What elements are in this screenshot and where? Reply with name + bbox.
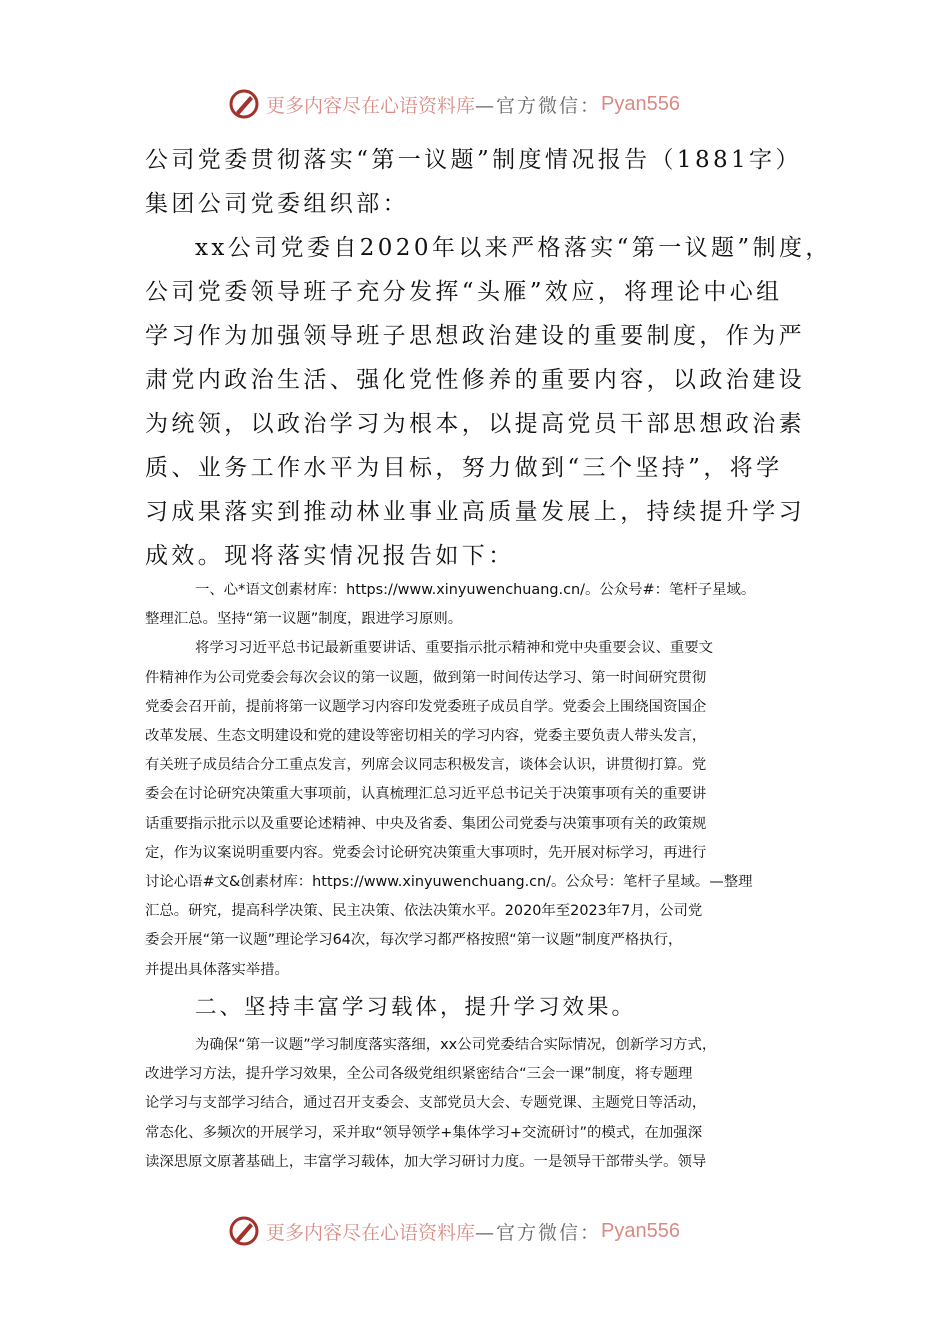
text-line: 件精神作为公司党委会每次会议的第一议题，做到第一时间传达学习、第一时间研究贯彻 [145, 669, 707, 686]
text-line: 将学习习近平总书记最新重要讲话、重要指示批示精神和党中央重要会议、重要文 [195, 640, 714, 657]
watermark-header [228, 86, 680, 122]
text-line: 常态化、多频次的开展学习，采并取“领导领学+集体学习+交流研讨”的模式，在加强深 [145, 1124, 703, 1141]
text-line: 改革发展、生态文明建设和党的建设等密切相关的学习内容，党委主要负责人带头发言， [145, 728, 707, 745]
text-line: 话重要指示批示以及重要论述精神、中央及省委、集团公司党委与决策事项有关的政策规 [145, 815, 707, 832]
watermark-text: —官方微信： [475, 94, 602, 117]
text-line: 定，作为议案说明重要内容。党委会讨论研究决策重大事项时，先开展对标学习，再进行 [145, 844, 707, 861]
section-1 [145, 576, 755, 985]
text-line: 委会在讨论研究决策重大事项前，认真梳理汇总习近平总书记关于决策事项有关的重要讲 [145, 786, 707, 803]
text-line: 委会开展“第一议题”理论学习64次，每次学习都严格按照“第一议题”制度严格执行， [145, 932, 683, 949]
recipient: 集团公司党委组织部： [145, 191, 409, 217]
text-line: 习成果落实到推动林业事业高质量发展上，持续提升学习 [145, 499, 805, 525]
text-line: 有关班子成员结合分工重点发言，列席会议同志积极发言，谈体会认识，讲贯彻打算。党 [145, 757, 707, 774]
watermark-text: 更多内容尽在心语资料库 [266, 1221, 476, 1244]
text-line: 党委会召开前，提前将第一议题学习内容印发党委班子成员自学。党委会上围绕国资国企 [145, 698, 707, 715]
text-line: 学习作为加强领导班子思想政治建设的重要制度，作为严 [145, 323, 805, 349]
text-line: 并提出具体落实举措。 [145, 961, 289, 978]
pen-logo-icon [228, 1215, 260, 1247]
watermark-footer [228, 1213, 680, 1249]
text-line: 讨论心语#文&创素材库：https://www.xinyuwenchuang.cn/。公众号：笔杆子星域。—整理 [145, 874, 753, 891]
section-2 [145, 1031, 716, 1177]
text-line: 成效。现将落实情况报告如下： [145, 543, 515, 569]
text-line: 改进学习方法，提升学习效果，全公司各级党组织紧密结合“三会一课”制度，将专题理 [145, 1066, 693, 1083]
watermark-wechat: Pyan556 [601, 92, 680, 115]
intro-paragraph [145, 226, 832, 578]
text-line: 公司党委领导班子充分发挥“头雁”效应，将理论中心组 [145, 279, 783, 305]
text-line: 质、业务工作水平为目标，努力做到“三个坚持”，将学 [145, 455, 783, 481]
text-line: 读深思原文原著基础上，丰富学习载体，加大学习研讨力度。一是领导干部带头学。领导 [145, 1153, 707, 1170]
text-line: 论学习与支部学习结合，通过召开支委会、支部党员大会、专题党课、主题党日等活动， [145, 1095, 707, 1112]
text-line: 为确保“第一议题”学习制度落实落细，xx公司党委结合实际情况，创新学习方式， [195, 1037, 717, 1053]
watermark-text: —官方微信： [475, 1221, 602, 1244]
watermark-wechat: Pyan556 [601, 1219, 680, 1242]
text-line: 一、心*语文创素材库：https://www.xinyuwenchuang.cn/。公众号#：笔杆子星域。 [195, 582, 756, 598]
text-line: xx公司党委自2020年以来严格落实“第一议题”制度， [195, 235, 832, 261]
text-line: 为统领，以政治学习为根本，以提高党员干部思想政治素 [145, 411, 805, 437]
text-line: 肃党内政治生活、强化党性修养的重要内容，以政治建设 [145, 367, 805, 393]
watermark-text: 更多内容尽在心语资料库 [266, 94, 476, 117]
document-title: 公司党委贯彻落实“第一议题”制度情况报告（1881字） [145, 147, 802, 173]
text-line: 整理汇总。坚持“第一议题”制度，跟进学习原则。 [145, 611, 463, 628]
text-line: 汇总。研究，提高科学决策、民主决策、依法决策水平。2020年至2023年7月，公司党 [145, 903, 703, 920]
pen-logo-icon [228, 88, 260, 120]
section-2-heading: 二、坚持丰富学习载体，提升学习效果。 [195, 995, 637, 1020]
